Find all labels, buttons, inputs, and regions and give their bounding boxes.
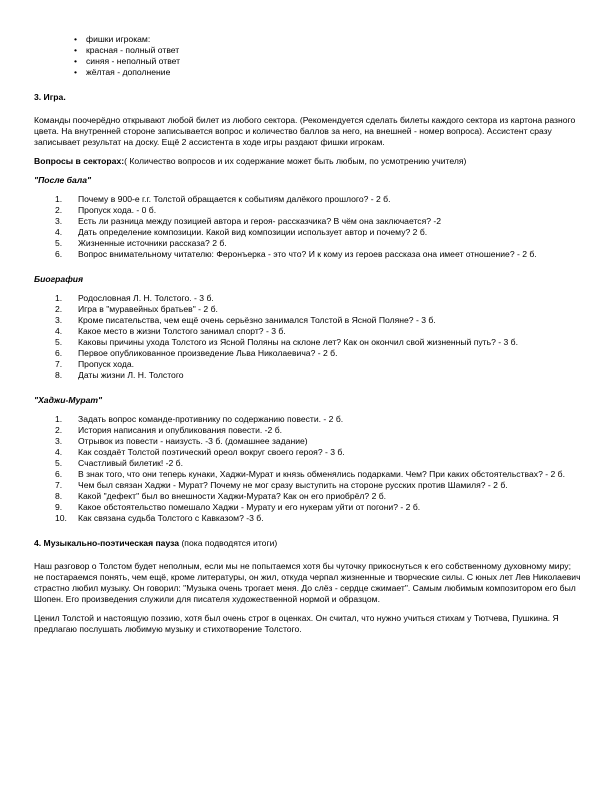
section-3-heading: 3. Игра. bbox=[34, 92, 66, 102]
list-item bbox=[34, 227, 582, 238]
list-item bbox=[34, 205, 582, 216]
list-item: • жёлтая - дополнение bbox=[74, 67, 582, 78]
section-4-heading bbox=[34, 538, 582, 549]
list-item bbox=[34, 513, 582, 524]
list-item-number: 5. bbox=[55, 458, 63, 468]
list-item-text: Чем был связан Хаджи - Мурат? Почему не мог сразу выступить на стороне русских против Шамиля? - 2 б. bbox=[78, 480, 508, 490]
list-item-text: Игра в "муравейных братьев" - 2 б. bbox=[78, 304, 218, 314]
list-item-text: История написания и опубликования повести. -2 б. bbox=[78, 425, 283, 435]
section-3-paragraph: Команды поочерёдно открывают любой билет из любого сектора. (Рекомендуется сделать билеты каждого сектора из картона разного цвета. На внутренней стороне записывается вопрос и количество баллов за него, на внешней - номер вопроса). Ассистент сразу записывает результат на доску. Ещё 2 ассистента в ходе игры раздают фишки игрокам. bbox=[34, 115, 576, 147]
list-item bbox=[34, 337, 582, 348]
list-item-number: 4. bbox=[55, 447, 63, 457]
list-item bbox=[34, 326, 582, 337]
list-item bbox=[34, 414, 582, 425]
chips-list bbox=[34, 34, 582, 78]
list-item-number: 4. bbox=[55, 227, 63, 237]
section-4-paragraph-1: Наш разговор о Толстом будет неполным, если мы не попытаемся хотя бы чуточку прикоснуться к его собственному духовному миру; не постараемся понять, чем ещё, кроме литературы, он жил, откуда черпал жизненные и творческие силы. С юных лет Лев Николаевич страстно любил музыку. Он говорил: "Музыка очень трогает меня. До слёз - сердце сжимает". Самым любимым композитором его был Шопен. Его произведения служили для писателя художественной нормой и образцом. bbox=[34, 561, 581, 604]
list-item-number: 6. bbox=[55, 348, 63, 358]
sector-hadji-murat-list bbox=[34, 414, 582, 524]
list-item-text: Каковы причины ухода Толстого из Ясной Поляны на склоне лет? Как он окончил свой жизненный путь? - 3 б. bbox=[78, 337, 518, 347]
list-item-number: 7. bbox=[55, 480, 63, 490]
list-item-number: 3. bbox=[55, 436, 63, 446]
list-item bbox=[34, 447, 582, 458]
sector-title-after-ball: "После бала" bbox=[34, 175, 92, 185]
list-item-text: Счастливый билетик! -2 б. bbox=[78, 458, 183, 468]
list-item: • красная - полный ответ bbox=[74, 45, 582, 56]
list-item-text: Какое обстоятельство помешало Хаджи - Мурату и его нукерам уйти от погони? - 2 б. bbox=[78, 502, 421, 512]
list-item-number: 4. bbox=[55, 326, 63, 336]
list-item-number: 5. bbox=[55, 238, 63, 248]
list-item-number: 1. bbox=[55, 194, 63, 204]
list-item bbox=[34, 315, 582, 326]
list-item bbox=[34, 238, 582, 249]
list-item-number: 8. bbox=[55, 491, 63, 501]
list-item-text: Родословная Л. Н. Толстого. - 3 б. bbox=[78, 293, 214, 303]
questions-intro bbox=[34, 156, 582, 167]
list-item bbox=[34, 216, 582, 227]
document-page bbox=[34, 34, 582, 635]
list-item-text: Даты жизни Л. Н. Толстого bbox=[78, 370, 184, 380]
list-item bbox=[34, 249, 582, 260]
list-item-number: 6. bbox=[55, 469, 63, 479]
list-item-text: Какой "дефект" был во внешности Хаджи-Мурата? Как он его приобрёл? 2 б. bbox=[78, 491, 387, 501]
list-item bbox=[34, 458, 582, 469]
list-item bbox=[34, 502, 582, 513]
sector-title-hadji-murat: "Хаджи-Мурат" bbox=[34, 395, 103, 405]
list-item-text: Пропуск хода. bbox=[78, 359, 135, 369]
section-4-title: 4. Музыкально-поэтическая пауза bbox=[34, 538, 180, 548]
list-item-number: 2. bbox=[55, 205, 63, 215]
sector-after-ball-list bbox=[34, 194, 582, 260]
list-item bbox=[34, 293, 582, 304]
list-item-number: 1. bbox=[55, 293, 63, 303]
list-item-text: В знак того, что они теперь кунаки, Хаджи-Мурат и князь обменялись подарками. Чем? При каких обстоятельствах? - 2 б. bbox=[78, 469, 565, 479]
list-item-text: Как связана судьба Толстого с Кавказом? -3 б. bbox=[78, 513, 264, 523]
list-item-number: 2. bbox=[55, 304, 63, 314]
sector-title-biography: Биография bbox=[34, 274, 84, 284]
list-item-number: 1. bbox=[55, 414, 63, 424]
list-item-text: Пропуск хода. - 0 б. bbox=[78, 205, 157, 215]
list-item bbox=[34, 469, 582, 480]
list-item-number: 3. bbox=[55, 216, 63, 226]
list-item-text: Дать определение композиции. Какой вид композиции использует автор и почему? 2 б. bbox=[78, 227, 428, 237]
list-item-number: 2. bbox=[55, 425, 63, 435]
list-item bbox=[34, 425, 582, 436]
list-item bbox=[34, 194, 582, 205]
section-4-note: (пока подводятся итоги) bbox=[179, 538, 278, 548]
list-item-number: 8. bbox=[55, 370, 63, 380]
list-item-number: 3. bbox=[55, 315, 63, 325]
list-item-text: Кроме писательства, чем ещё очень серьёзно занимался Толстой в Ясной Поляне? - 3 б. bbox=[78, 315, 436, 325]
list-item-number: 6. bbox=[55, 249, 63, 259]
sector-biography-list bbox=[34, 293, 582, 381]
section-4-paragraph-2: Ценил Толстой и настоящую поэзию, хотя был очень строг в оценках. Он считал, что нужно учиться стихам у Тютчева, Пушкина. Я предлагаю послушать любимую музыку и стихотворение Толстого. bbox=[34, 613, 559, 634]
list-item-text: Задать вопрос команде-противнику по содержанию повести. - 2 б. bbox=[78, 414, 344, 424]
list-item bbox=[34, 480, 582, 491]
list-item-number: 7. bbox=[55, 359, 63, 369]
list-item: • фишки игрокам: bbox=[74, 34, 582, 45]
list-item bbox=[34, 348, 582, 359]
list-item-text: Жизненные источники рассказа? 2 б. bbox=[78, 238, 227, 248]
list-item-text: Первое опубликованное произведение Льва Николаевича? - 2 б. bbox=[78, 348, 338, 358]
list-item bbox=[34, 370, 582, 381]
questions-label: Вопросы в секторах: bbox=[34, 156, 125, 166]
list-item-text: Как создаёт Толстой поэтический ореол вокруг своего героя? - 3 б. bbox=[78, 447, 345, 457]
list-item bbox=[34, 436, 582, 447]
list-item-text: Почему в 900-е г.г. Толстой обращается к событиям далёкого прошлого? - 2 б. bbox=[78, 194, 391, 204]
questions-note: ( Количество вопросов и их содержание может быть любым, по усмотрению учителя) bbox=[124, 156, 467, 166]
list-item: • синяя - неполный ответ bbox=[74, 56, 582, 67]
list-item-text: Отрывок из повести - наизусть. -3 б. (домашнее задание) bbox=[78, 436, 308, 446]
list-item-text: Есть ли разница между позицией автора и героя- рассказчика? В чём она заключается? -2 bbox=[78, 216, 442, 226]
list-item-text: Какое место в жизни Толстого занимал спорт? - 3 б. bbox=[78, 326, 286, 336]
list-item bbox=[34, 359, 582, 370]
list-item-number: 10. bbox=[55, 513, 67, 523]
list-item-number: 5. bbox=[55, 337, 63, 347]
list-item bbox=[34, 304, 582, 315]
list-item-text: Вопрос внимательному читателю: Феронъерка - это что? И к кому из героев рассказа она имеет отношение? - 2 б. bbox=[78, 249, 537, 259]
list-item bbox=[34, 491, 582, 502]
list-item-number: 9. bbox=[55, 502, 63, 512]
